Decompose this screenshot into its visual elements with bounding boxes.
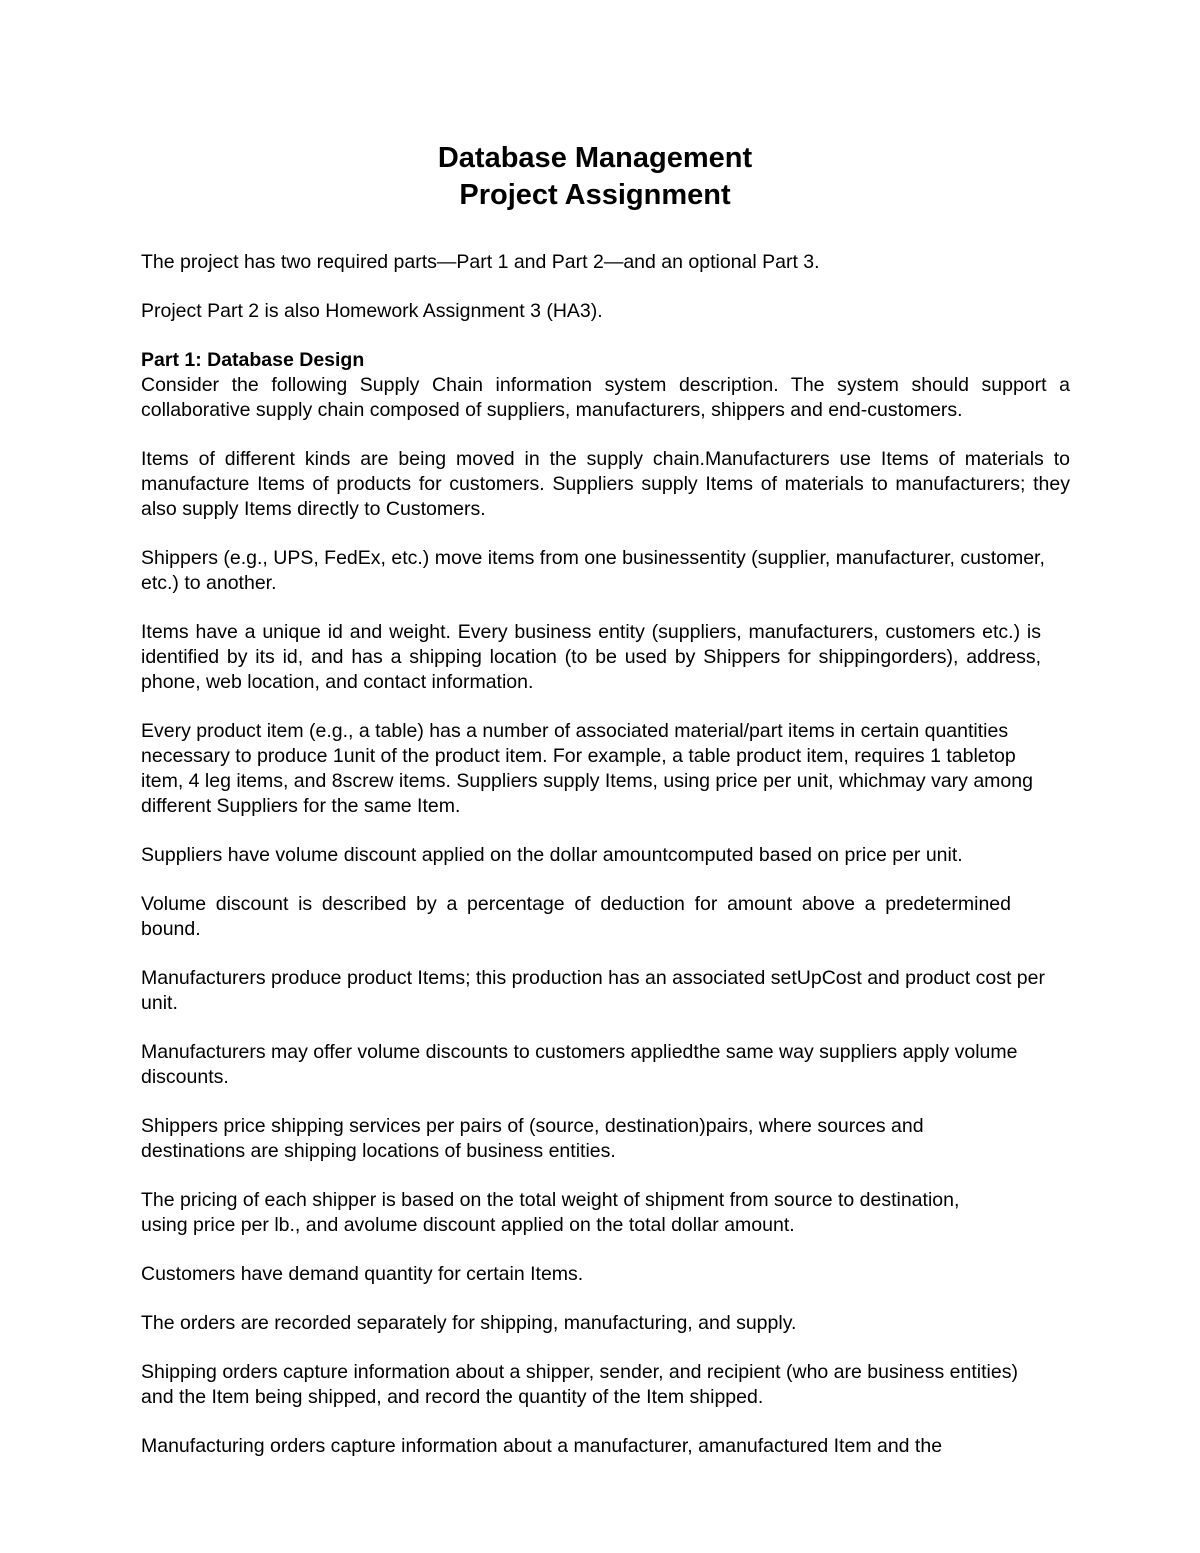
title-line-2: Project Assignment <box>459 179 731 211</box>
part1-paragraph-6: Volume discount is described by a percentage of deduction for amount above a predetermined bound. <box>141 893 1011 940</box>
part1-paragraph-3: Items have a unique id and weight. Every business entity (suppliers, manufacturers, customers etc.) is identified by its id, and has a shipping location (to be used by Shippers for shippingorders), address, phone, web location, and contact information. <box>141 621 1041 693</box>
document-title <box>0 140 1190 214</box>
part1-heading: Part 1: Database Design <box>141 349 365 371</box>
intro-paragraph: The project has two required parts—Part 1 and Part 2—and an optional Part 3. <box>141 251 820 273</box>
part1-paragraph-4: Every product item (e.g., a table) has a number of associated material/part items in certain quantities necessary to produce 1unit of the product item. For example, a table product item, requires 1 tabletop item, 4 leg items, and 8screw items. Suppliers supply Items, using price per unit, whichmay vary among different Suppliers for the same Item. <box>141 720 1033 817</box>
part1-paragraph-1: Items of different kinds are being moved in the supply chain.Manufacturers use Items of materials to manufacture Items of products for customers. Suppliers supply Items of materials to manufacturers; they also supply Items directly to Customers. <box>141 448 1070 520</box>
part1-paragraph-8: Manufacturers may offer volume discounts to customers appliedthe same way suppliers apply volume discounts. <box>141 1041 1018 1088</box>
part1-paragraph-0: Consider the following Supply Chain information system description. The system should support a collaborative supply chain composed of suppliers, manufacturers, shippers and end-customers. <box>141 374 1070 421</box>
part1-paragraph-10: The pricing of each shipper is based on the total weight of shipment from source to destination, using price per lb., and avolume discount applied on the total dollar amount. <box>141 1189 960 1236</box>
part1-paragraph-12: The orders are recorded separately for shipping, manufacturing, and supply. <box>141 1312 797 1334</box>
part1-paragraph-9: Shippers price shipping services per pairs of (source, destination)pairs, where sources and destinations are shipping locations of business entities. <box>141 1115 924 1162</box>
part1-section <box>141 348 1070 423</box>
part1-paragraph-14: Manufacturing orders capture information about a manufacturer, amanufactured Item and the <box>141 1435 943 1457</box>
note-paragraph: Project Part 2 is also Homework Assignment 3 (HA3). <box>141 300 603 322</box>
part1-paragraph-2: Shippers (e.g., UPS, FedEx, etc.) move items from one businessentity (supplier, manufacturer, customer, etc.) to another. <box>141 547 1045 594</box>
part1-paragraph-7: Manufacturers produce product Items; this production has an associated setUpCost and product cost per unit. <box>141 967 1045 1014</box>
title-line-1: Database Management <box>437 142 753 174</box>
document-body <box>141 250 1070 1483</box>
part1-paragraph-11: Customers have demand quantity for certain Items. <box>141 1263 584 1285</box>
part1-paragraph-5: Suppliers have volume discount applied on the dollar amountcomputed based on price per unit. <box>141 844 963 866</box>
part1-paragraph-13: Shipping orders capture information about a shipper, sender, and recipient (who are business entities) and the Item being shipped, and record the quantity of the Item shipped. <box>141 1361 1018 1408</box>
